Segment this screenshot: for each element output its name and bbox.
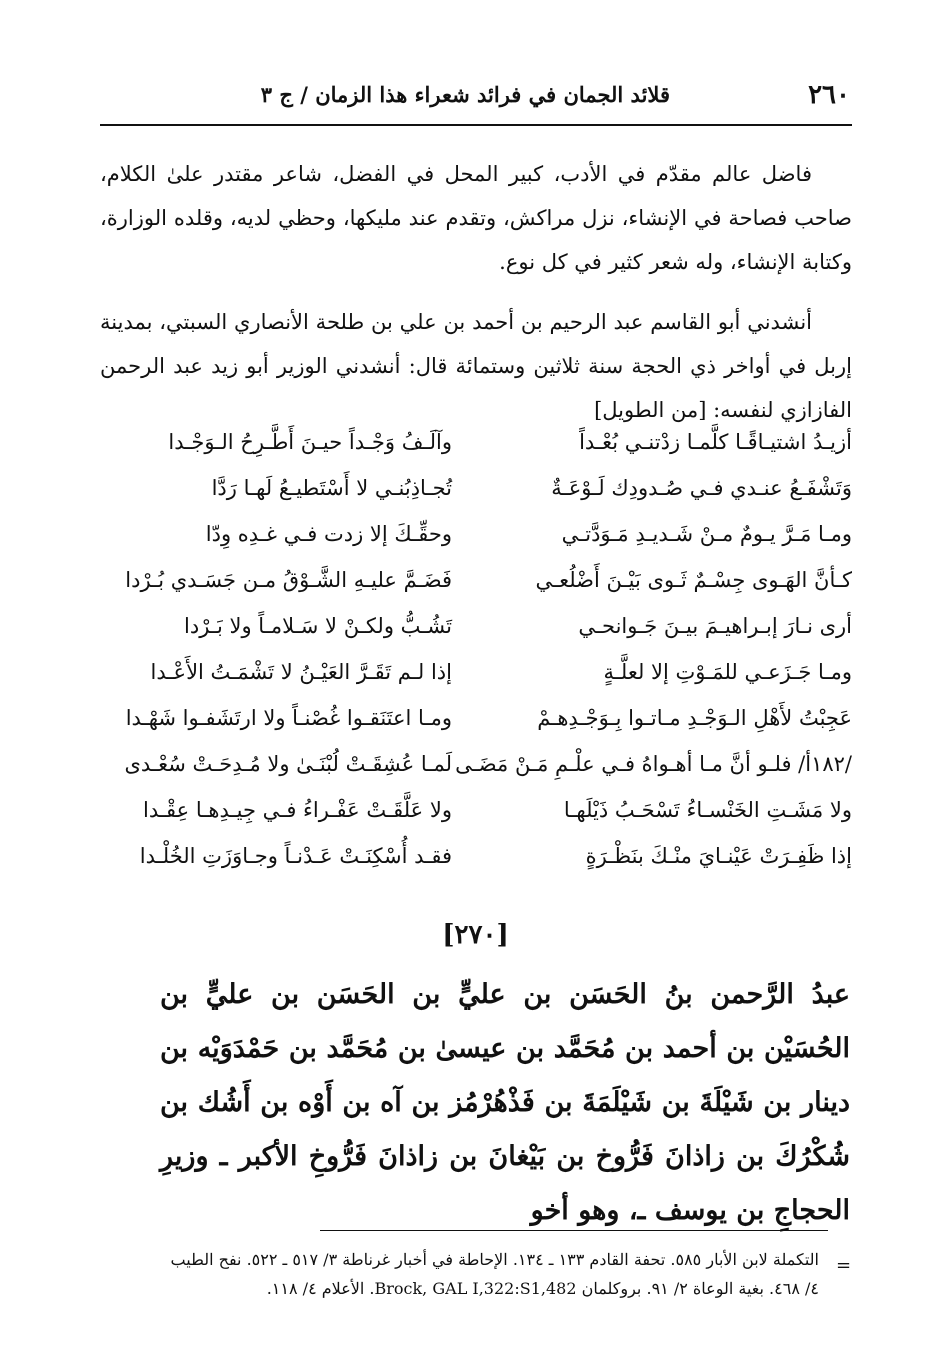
first-hemistich: ومـا جَـزَعـي للمَـوْتِ إلا لعلَّـةٍ	[603, 660, 852, 684]
running-title: قلائد الجمان في فرائد شعراء هذا الزمان / ج ٣	[260, 82, 670, 107]
poem-verse	[100, 522, 852, 568]
biography-paragraph	[100, 152, 852, 284]
footnote-line: التكملة لابن الأبار ٥٨٥. تحفة القادم ١٣٣ ـ ١٣٤. الإحاطة في أخبار غرناطة ٣/ ٥١٧ ـ ٥٢٢. نفح الطيب	[170, 1250, 819, 1269]
first-hemistich: أرى نـارَ إبـراهيـمَ بيـنَ جَـوانحـي	[578, 614, 852, 638]
paragraph-text: فاضل عالم مقدّم في الأدب، كبير المحل في الفضل، شاعر مقتدر علىٰ الكلام، صاحب فصاحة في الإنشاء، نزل مراكش، وتقدم عند مليكها، وحظي لديه، وقلده الوزارة، وكتابة الإنشاء، وله شعر كثير في كل نوع.	[100, 162, 852, 274]
first-hemistich: عَجِبْتُ لأَهْلِ الـوَجْـدِ مـاتـوا بِـوَجْـدِهـمْ	[537, 706, 852, 730]
first-hemistich: أزيـدُ اشتيـاقًـا كلَّمـا زدْتنـي بُعْـداً	[579, 430, 852, 454]
paragraph-text: أنشدني أبو القاسم عبد الرحيم بن أحمد بن علي بن طلحة الأنصاري السبتي، بمدينة إربل في أواخر ذي الحجة سنة ثلاثين وستمائة قال: أنشدني الوزير أبو زيد عبد الرحمن الفازازي لنفسه: [من الطويل]	[100, 310, 852, 422]
page-number: ٢٦٠	[808, 80, 850, 110]
header-rule	[100, 124, 852, 126]
poem-verse	[100, 798, 852, 844]
poem-verse	[100, 614, 852, 660]
second-hemistich: فَضَـمَّ عليـهِ الشَّـوْقُ مـن جَسَـدي بُـرْدا	[125, 568, 452, 592]
poem	[100, 430, 852, 890]
first-hemistich: إذا ظَفِـرَتْ عَيْنـايَ منْـكَ بنَظْـرَةٍ	[585, 844, 852, 868]
first-hemistich: /١٨٢أ/ فلـو أنَّ مـا أهـواهُ فـي علْـمِ مَـنْ مَضَـى	[455, 752, 852, 776]
first-hemistich: كـأنَّ الهَـوى جِسْـمٌ ثَـوى بَيْـنَ أَضْلُعـي	[535, 568, 852, 592]
entry-number: [٢٧٠]	[442, 920, 509, 950]
second-hemistich: إذا لـم تَقَـرَّ العَيْـنُ لا تَشْمَـتُ الأَعْـدا	[150, 660, 452, 684]
poem-verse	[100, 476, 852, 522]
footnote-continuation-marker: =	[836, 1255, 852, 1276]
first-hemistich: ولا مَشَـتِ الخَنْسـاءُ تَسْحَـبُ ذَيْلَهـا	[563, 798, 852, 822]
entry-lineage-text: عبدُ الرَّحمن بنُ الحَسَن بن عليٍّ بن الحَسَن بن عليٍّ بن الحُسَيْن بن أحمد بن مُحَمَّد بن عيسىٰ بن مُحَمَّد بن حَمْدَوَيْه بن دينار بن شَيْلَةَ بن شَيْلَمَةَ بن فَذْهُرْمُز بن آه بن أَوْه بن أَشُك بن شُكْرُكَ بن زاذانَ فَرُّوخ بن بَيْغانَ بن زاذانَ فَرُّوخِ الأكبر ـ وزيرِ الحجاجِ بن يوسف ـ، وهو أخو	[160, 979, 851, 1226]
narration-paragraph	[100, 300, 852, 432]
first-hemistich: ومـا مَـرَّ يـومٌ مـنْ شَـديـدِ مَـوَدَّتـي	[561, 522, 852, 546]
second-hemistich: ولا عَلَّقَـتْ عَفْـراءُ فـي جِيـدِهـا عِقْـدا	[143, 798, 452, 822]
second-hemistich: ومـا اعتَنَقـوا غُصْنـاً ولا ارتَشَفـوا شَهْـدا	[125, 706, 452, 730]
footnote-rule	[320, 1230, 828, 1231]
footnote-line: ٤/ ٤٦٨. بغية الوعاة ٢/ ٩١. بروكلمان Brock, GAL I,322:S1,482. الأعلام ٤/ ١١٨.	[266, 1279, 819, 1298]
second-hemistich: تُجـاذِبُنـي لا أَسْتَطيـعُ لَهـا رَدَّا	[211, 476, 452, 500]
second-hemistich: لَمـا عُشِقَـتْ لُبْنَـىٰ ولا مُـدِحَـتْ سُعْـدى	[124, 752, 452, 776]
poem-verse	[100, 660, 852, 706]
second-hemistich: وآلَـفُ وَجْـداً حيـنَ أَطَّـرِحُ الـوَجْـدا	[168, 430, 452, 454]
poem-verse	[100, 706, 852, 752]
poem-verse	[100, 430, 852, 476]
poem-verse	[100, 752, 852, 798]
running-header	[100, 78, 850, 118]
poem-verse	[100, 568, 852, 614]
second-hemistich: تَشُـبُّ ولكـنْ لا سَـلامـاً ولا بَـرْدا	[184, 614, 452, 638]
footnote	[95, 1245, 819, 1303]
second-hemistich: فقـد أُسْكِنَـتْ عَـدْنـاً وجـاوَزَتِ الخُلْـدا	[139, 844, 452, 868]
poem-verse	[100, 844, 852, 890]
second-hemistich: وحقِّـكَ إلا زدت فـي غـدِه وِدّا	[205, 522, 452, 546]
first-hemistich: وَتَشْفَـعُ عنـدي فـي صُـدودِك لَـوْعَـةٌ	[551, 476, 852, 500]
